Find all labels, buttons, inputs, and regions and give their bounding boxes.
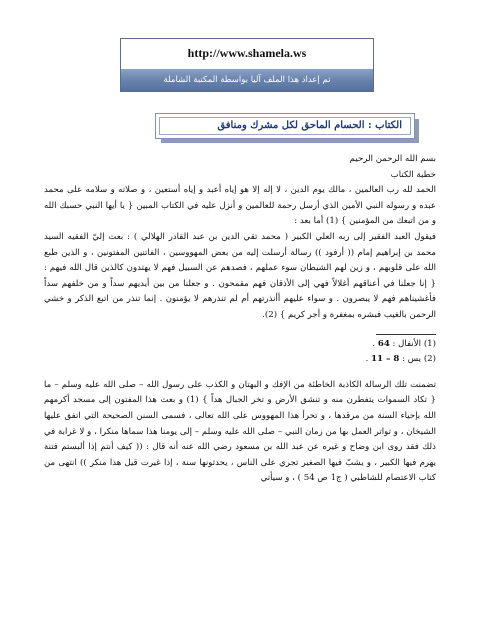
paragraph-body: تضمنت تلك الرسالة الكاذبة الخاطئة من الإفك و البهتان و الكذب على رسول الله – صلى الله عليه وسلم – ما { تكاد السموات يتفطرن منه و تنشق الأرض و تخر الجبال هداً } (1) و بعث هذا المفتون إلى مسجد أكرمهم الله بإحياء السنة من مرقدها ، و تحرأ هذا المهووس على الله تعالى ، فسمى السنن الصحيحة التي اتفق عليها الشيخان ، و تواتر العمل بها من زمان النبي – صلى الله عليه وسلم – إلى يومنا هذا سماها منكرا ، و لا غرابة في ذلك فقد روى ابن وضاح و غيره عن عبد الله بن مسعود رضي الله عنه أنه قال : (( كيف أنتم إذا ألبستم فتنة يهرم فيها الكبير ، و يشبّ فيها الصغير تجري على الناس ، يحدثونها سنة ، إذا غيرت قيل هذا منكر )) انتهى من كتاب الاعتصام للشاطبي ( ج1 ص 54 ) ، و سيأتي [44, 379, 437, 484]
section-heading: خطبة الكتاب [390, 169, 436, 180]
spacer [44, 324, 436, 334]
generated-note-band: تم إعداد هذا الملف آليا بواسطة المكتبة الشاملة [121, 69, 373, 91]
footnote-2 [44, 352, 436, 368]
footnote-end: . [372, 338, 376, 349]
footnote-1 [44, 337, 436, 353]
paragraph-intro: فيقول العبد الفقير إلى ربه العلي الكبير ( محمد تقي الدين بن عبد القادر الهلالي ) : بعث إليّ الفقيه السيد محمد بن إبراهيم إمام (( أرفود )) رسالة أرسلت إليه من بعض المهووسين ، الفاتنين المفتونين ، و الذين طبع الله على قلوبهم ، و زين لهم الشيطان سوء عملهم ، فصدهم عن السبيل فهم لا يهتدون كالذين قال الله فيهم : { إنا جعلنا في أعناقهم أغلالاً فهي إلى الأذقان فهم مقمحون . و جعلنا من بين أيديهم سداً و من خلفهم سداً فأغشيناهم فهم لا يبصرون . و سواء عليهم أأنذرتهم أم لم تنذرهم لا يؤمنون . إنما تنذر من اتبع الذكر و خشي الرحمن بالغيب فبشره بمغفرة و أجر كريم } (2). [44, 231, 436, 320]
paragraph-praise: الحمد لله رب العالمين ، مالك يوم الدين ، لا إله إلا هو إياه أعبد و إياه أستعين ، و صلاته و سلامه على محمد عبده و رسوله النبي الأمين الذي أرسل رحمة للعالمين و أنزل عليه في الكتاب المبين { يا أيها النبي حسبك الله و من اتبعك من المؤمنين } (1) أما بعد : [44, 185, 436, 227]
shamela-header [120, 38, 374, 92]
spacer [44, 368, 436, 378]
book-title-box [155, 113, 415, 139]
page-content [44, 152, 436, 487]
footnote-ref: 64 [377, 338, 390, 349]
footnote-source: يس : [402, 354, 422, 365]
footnote-number: (1) [423, 338, 436, 349]
site-url-link[interactable]: http://www.shamela.ws [187, 46, 307, 60]
book-title: الكتاب : الحسام الماحق لكل مشرك ومنافق [159, 117, 411, 135]
footnote-end: . [365, 354, 369, 365]
footnote-number: (2) [423, 354, 436, 365]
footnote-ref: 8 – 11 [371, 354, 400, 365]
footnote-separator [376, 334, 436, 335]
footnote-source: الأنفال : [392, 338, 422, 349]
basmala: بسم الله الرحمن الرحيم [349, 154, 436, 164]
